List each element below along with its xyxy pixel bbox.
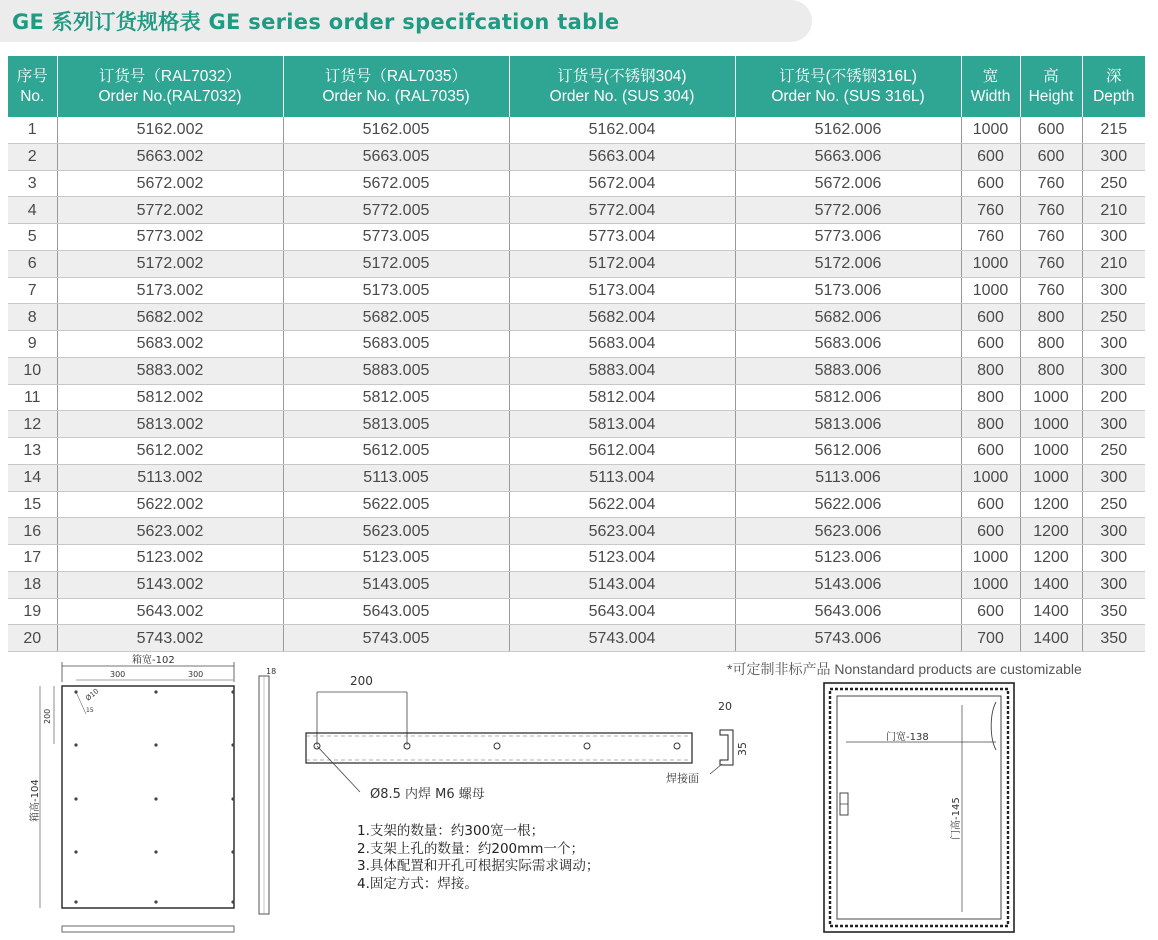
- cell-width: 600: [961, 438, 1020, 465]
- customizable-note: *可定制非标产品 Nonstandard products are customizable: [727, 661, 1082, 677]
- plate-hole: [231, 850, 234, 853]
- cell-ral7035: 5672.005: [283, 170, 509, 197]
- cell-ral7035: 5123.005: [283, 545, 509, 572]
- cell-sus304: 5743.004: [509, 625, 735, 652]
- cell-depth: 300: [1082, 143, 1145, 170]
- cell-sus316l: 5173.006: [735, 277, 961, 304]
- door-height-dim: 门高-145: [951, 797, 962, 840]
- door-width-dim: 门宽-138: [886, 732, 929, 743]
- cell-sus316l: 5623.006: [735, 518, 961, 545]
- table-row: [8, 438, 1145, 465]
- cell-ral7035: 5812.005: [283, 384, 509, 411]
- cell-width: 600: [961, 304, 1020, 331]
- plate-hole: [74, 690, 77, 693]
- cell-height: 600: [1020, 117, 1082, 143]
- pitch-dim: 200: [350, 674, 373, 688]
- cell-width: 800: [961, 357, 1020, 384]
- bracket-drawing: [300, 670, 750, 810]
- cell-ral7032: 5683.002: [57, 331, 283, 358]
- cell-ral7035: 5663.005: [283, 143, 509, 170]
- cell-width: 600: [961, 170, 1020, 197]
- header-sus304: 订货号(不锈钢304) Order No. (SUS 304): [509, 56, 735, 117]
- cell-sus316l: 5612.006: [735, 438, 961, 465]
- table-row: [8, 143, 1145, 170]
- cell-no: 9: [8, 331, 57, 358]
- cell-no: 10: [8, 357, 57, 384]
- cell-ral7032: 5813.002: [57, 411, 283, 438]
- table-row: [8, 304, 1145, 331]
- plate-hole: [74, 900, 77, 903]
- cell-height: 1400: [1020, 571, 1082, 598]
- cell-ral7035: 5743.005: [283, 625, 509, 652]
- cell-sus316l: 5883.006: [735, 357, 961, 384]
- table-row: [8, 411, 1145, 438]
- cell-ral7032: 5123.002: [57, 545, 283, 572]
- cell-depth: 300: [1082, 464, 1145, 491]
- cell-ral7032: 5643.002: [57, 598, 283, 625]
- plate-hole: [74, 797, 77, 800]
- note-item: 2.支架上孔的数量：约200mm一个；: [357, 840, 584, 857]
- cell-no: 6: [8, 250, 57, 277]
- table-row: [8, 545, 1145, 572]
- cell-ral7032: 5113.002: [57, 464, 283, 491]
- cell-sus304: 5113.004: [509, 464, 735, 491]
- cell-sus304: 5813.004: [509, 411, 735, 438]
- cell-height: 1200: [1020, 518, 1082, 545]
- cell-ral7032: 5172.002: [57, 250, 283, 277]
- plate-hole: [231, 743, 234, 746]
- cell-height: 1000: [1020, 464, 1082, 491]
- table-row: [8, 518, 1145, 545]
- cell-sus304: 5172.004: [509, 250, 735, 277]
- cell-height: 1400: [1020, 625, 1082, 652]
- cell-sus304: 5612.004: [509, 438, 735, 465]
- cell-ral7035: 5643.005: [283, 598, 509, 625]
- table-row: [8, 117, 1145, 143]
- cell-depth: 215: [1082, 117, 1145, 143]
- bracket-hole: [494, 743, 500, 749]
- cell-width: 600: [961, 518, 1020, 545]
- depth-dim: 35: [736, 742, 749, 756]
- cell-width: 760: [961, 224, 1020, 251]
- cell-ral7032: 5612.002: [57, 438, 283, 465]
- box-width-dim: 箱宽-102: [132, 655, 175, 666]
- cell-height: 1000: [1020, 411, 1082, 438]
- cell-ral7035: 5143.005: [283, 571, 509, 598]
- table-row: [8, 598, 1145, 625]
- header-ral7032: 订货号（RAL7032） Order No.(RAL7032): [57, 56, 283, 117]
- cell-height: 800: [1020, 331, 1082, 358]
- cell-ral7035: 5622.005: [283, 491, 509, 518]
- cell-depth: 210: [1082, 197, 1145, 224]
- cell-no: 12: [8, 411, 57, 438]
- cell-ral7035: 5612.005: [283, 438, 509, 465]
- cell-depth: 300: [1082, 571, 1145, 598]
- cell-sus316l: 5682.006: [735, 304, 961, 331]
- cell-ral7032: 5682.002: [57, 304, 283, 331]
- cell-no: 15: [8, 491, 57, 518]
- plate-hole: [154, 690, 157, 693]
- cell-sus316l: 5672.006: [735, 170, 961, 197]
- cell-ral7032: 5743.002: [57, 625, 283, 652]
- cell-no: 2: [8, 143, 57, 170]
- spacing-b-dim: 300: [188, 670, 204, 679]
- cell-sus304: 5143.004: [509, 571, 735, 598]
- table-row: [8, 224, 1145, 251]
- cell-height: 1000: [1020, 384, 1082, 411]
- cell-sus304: 5623.004: [509, 518, 735, 545]
- cell-ral7032: 5672.002: [57, 170, 283, 197]
- cell-depth: 300: [1082, 411, 1145, 438]
- table-row: [8, 250, 1145, 277]
- header-ral7035: 订货号（RAL7035） Order No. (RAL7035): [283, 56, 509, 117]
- cell-height: 760: [1020, 224, 1082, 251]
- table-row: [8, 571, 1145, 598]
- cell-height: 1200: [1020, 545, 1082, 572]
- hole-offset-label: 15: [86, 707, 94, 714]
- cell-height: 760: [1020, 170, 1082, 197]
- table-row: [8, 170, 1145, 197]
- table-row: [8, 625, 1145, 652]
- cell-depth: 250: [1082, 170, 1145, 197]
- cell-ral7035: 5173.005: [283, 277, 509, 304]
- cell-no: 8: [8, 304, 57, 331]
- cell-width: 1000: [961, 545, 1020, 572]
- cell-width: 600: [961, 143, 1020, 170]
- cell-width: 1000: [961, 117, 1020, 143]
- table-row: [8, 464, 1145, 491]
- cell-ral7032: 5173.002: [57, 277, 283, 304]
- nut-label: Ø8.5 内焊 M6 螺母: [370, 787, 485, 802]
- table-row: [8, 491, 1145, 518]
- cell-width: 800: [961, 411, 1020, 438]
- cell-sus304: 5643.004: [509, 598, 735, 625]
- cell-depth: 250: [1082, 491, 1145, 518]
- cell-height: 1000: [1020, 438, 1082, 465]
- cell-sus304: 5173.004: [509, 277, 735, 304]
- cell-ral7035: 5682.005: [283, 304, 509, 331]
- plate-hole: [74, 850, 77, 853]
- cell-sus316l: 5622.006: [735, 491, 961, 518]
- cell-sus316l: 5663.006: [735, 143, 961, 170]
- spacing-a-dim: 300: [110, 670, 126, 679]
- cell-width: 600: [961, 331, 1020, 358]
- flange-dim: 20: [718, 700, 732, 713]
- table-row: [8, 197, 1145, 224]
- table-row: [8, 357, 1145, 384]
- cell-ral7035: 5113.005: [283, 464, 509, 491]
- cell-depth: 210: [1082, 250, 1145, 277]
- plate-hole: [154, 900, 157, 903]
- table-row: [8, 331, 1145, 358]
- table-row: [8, 384, 1145, 411]
- cell-width: 1000: [961, 464, 1020, 491]
- cell-ral7032: 5143.002: [57, 571, 283, 598]
- cell-no: 4: [8, 197, 57, 224]
- cell-ral7032: 5162.002: [57, 117, 283, 143]
- plate-hole: [154, 850, 157, 853]
- cell-depth: 300: [1082, 357, 1145, 384]
- cell-ral7035: 5172.005: [283, 250, 509, 277]
- cell-depth: 300: [1082, 224, 1145, 251]
- cell-sus304: 5683.004: [509, 331, 735, 358]
- cell-depth: 300: [1082, 331, 1145, 358]
- cell-sus304: 5682.004: [509, 304, 735, 331]
- cell-no: 17: [8, 545, 57, 572]
- vertical-spacing-dim: 200: [43, 708, 52, 724]
- cell-ral7032: 5883.002: [57, 357, 283, 384]
- cell-sus316l: 5813.006: [735, 411, 961, 438]
- door-frame-drawing: [820, 680, 1020, 936]
- cell-no: 11: [8, 384, 57, 411]
- cell-no: 5: [8, 224, 57, 251]
- bracket-hole: [584, 743, 590, 749]
- cell-ral7032: 5812.002: [57, 384, 283, 411]
- cell-sus304: 5162.004: [509, 117, 735, 143]
- cell-width: 760: [961, 197, 1020, 224]
- cell-sus316l: 5143.006: [735, 571, 961, 598]
- cell-width: 600: [961, 491, 1020, 518]
- cell-no: 18: [8, 571, 57, 598]
- cell-sus316l: 5743.006: [735, 625, 961, 652]
- cell-sus316l: 5643.006: [735, 598, 961, 625]
- cell-sus316l: 5772.006: [735, 197, 961, 224]
- cell-height: 800: [1020, 357, 1082, 384]
- cell-height: 760: [1020, 250, 1082, 277]
- cell-no: 16: [8, 518, 57, 545]
- cell-ral7032: 5773.002: [57, 224, 283, 251]
- header-sus316l: 订货号(不锈钢316L) Order No. (SUS 316L): [735, 56, 961, 117]
- cell-depth: 200: [1082, 384, 1145, 411]
- cell-depth: 300: [1082, 518, 1145, 545]
- cell-height: 1200: [1020, 491, 1082, 518]
- header-width: 宽 Width: [961, 56, 1020, 117]
- cell-sus304: 5773.004: [509, 224, 735, 251]
- header-depth: 深 Depth: [1082, 56, 1145, 117]
- cell-sus304: 5123.004: [509, 545, 735, 572]
- page-title: GE 系列订货规格表 GE series order specifcation table: [12, 10, 620, 34]
- cell-sus316l: 5162.006: [735, 117, 961, 143]
- cell-sus316l: 5812.006: [735, 384, 961, 411]
- note-item: 1.支架的数量：约300宽一根；: [357, 823, 545, 839]
- cell-height: 800: [1020, 304, 1082, 331]
- plate-hole: [231, 900, 234, 903]
- cell-height: 1400: [1020, 598, 1082, 625]
- cell-ral7035: 5773.005: [283, 224, 509, 251]
- mounting-plate-drawing: [28, 652, 288, 936]
- cell-ral7035: 5813.005: [283, 411, 509, 438]
- cell-width: 700: [961, 625, 1020, 652]
- cell-sus316l: 5683.006: [735, 331, 961, 358]
- cell-no: 19: [8, 598, 57, 625]
- cell-height: 600: [1020, 143, 1082, 170]
- cell-ral7035: 5623.005: [283, 518, 509, 545]
- cell-sus304: 5772.004: [509, 197, 735, 224]
- cell-no: 3: [8, 170, 57, 197]
- header-height: 高 Height: [1020, 56, 1082, 117]
- installation-notes: [357, 823, 599, 893]
- cell-ral7035: 5683.005: [283, 331, 509, 358]
- cell-width: 1000: [961, 277, 1020, 304]
- cell-sus304: 5672.004: [509, 170, 735, 197]
- cell-ral7035: 5162.005: [283, 117, 509, 143]
- cell-height: 760: [1020, 197, 1082, 224]
- table-row: [8, 277, 1145, 304]
- cell-depth: 300: [1082, 277, 1145, 304]
- table-header: [8, 56, 1145, 117]
- plate-hole: [231, 690, 234, 693]
- cell-sus304: 5812.004: [509, 384, 735, 411]
- cell-height: 760: [1020, 277, 1082, 304]
- cell-depth: 350: [1082, 625, 1145, 652]
- cell-width: 1000: [961, 250, 1020, 277]
- cell-depth: 300: [1082, 545, 1145, 572]
- cell-sus304: 5883.004: [509, 357, 735, 384]
- cell-ral7032: 5772.002: [57, 197, 283, 224]
- cell-ral7032: 5622.002: [57, 491, 283, 518]
- plate-hole: [154, 797, 157, 800]
- weld-surface-label: 焊接面: [666, 772, 699, 785]
- cell-sus316l: 5123.006: [735, 545, 961, 572]
- cell-no: 20: [8, 625, 57, 652]
- edge-dim: 18: [266, 667, 277, 676]
- cell-depth: 350: [1082, 598, 1145, 625]
- cell-sus316l: 5773.006: [735, 224, 961, 251]
- plate-hole: [154, 743, 157, 746]
- table-body: [8, 117, 1145, 652]
- cell-sus316l: 5113.006: [735, 464, 961, 491]
- plate-hole: [231, 797, 234, 800]
- cell-width: 1000: [961, 571, 1020, 598]
- bracket-hole: [674, 743, 680, 749]
- cell-depth: 250: [1082, 304, 1145, 331]
- cell-ral7032: 5623.002: [57, 518, 283, 545]
- cell-no: 14: [8, 464, 57, 491]
- header-no: 序号 No.: [8, 56, 57, 117]
- cell-width: 800: [961, 384, 1020, 411]
- note-item: 3.具体配置和开孔可根据实际需求调动；: [357, 858, 600, 874]
- order-spec-table: [8, 56, 1145, 652]
- cell-no: 7: [8, 277, 57, 304]
- cell-no: 13: [8, 438, 57, 465]
- plate-hole: [74, 743, 77, 746]
- cell-no: 1: [8, 117, 57, 143]
- cell-ral7035: 5883.005: [283, 357, 509, 384]
- cell-ral7035: 5772.005: [283, 197, 509, 224]
- cell-ral7032: 5663.002: [57, 143, 283, 170]
- box-height-dim: 箱高-104: [30, 779, 41, 822]
- cell-sus316l: 5172.006: [735, 250, 961, 277]
- note-item: 4.固定方式：焊接。: [357, 875, 478, 892]
- cell-sus304: 5663.004: [509, 143, 735, 170]
- cell-depth: 250: [1082, 438, 1145, 465]
- hole-diameter-label: Ø10: [84, 687, 101, 703]
- cell-width: 600: [961, 598, 1020, 625]
- cell-sus304: 5622.004: [509, 491, 735, 518]
